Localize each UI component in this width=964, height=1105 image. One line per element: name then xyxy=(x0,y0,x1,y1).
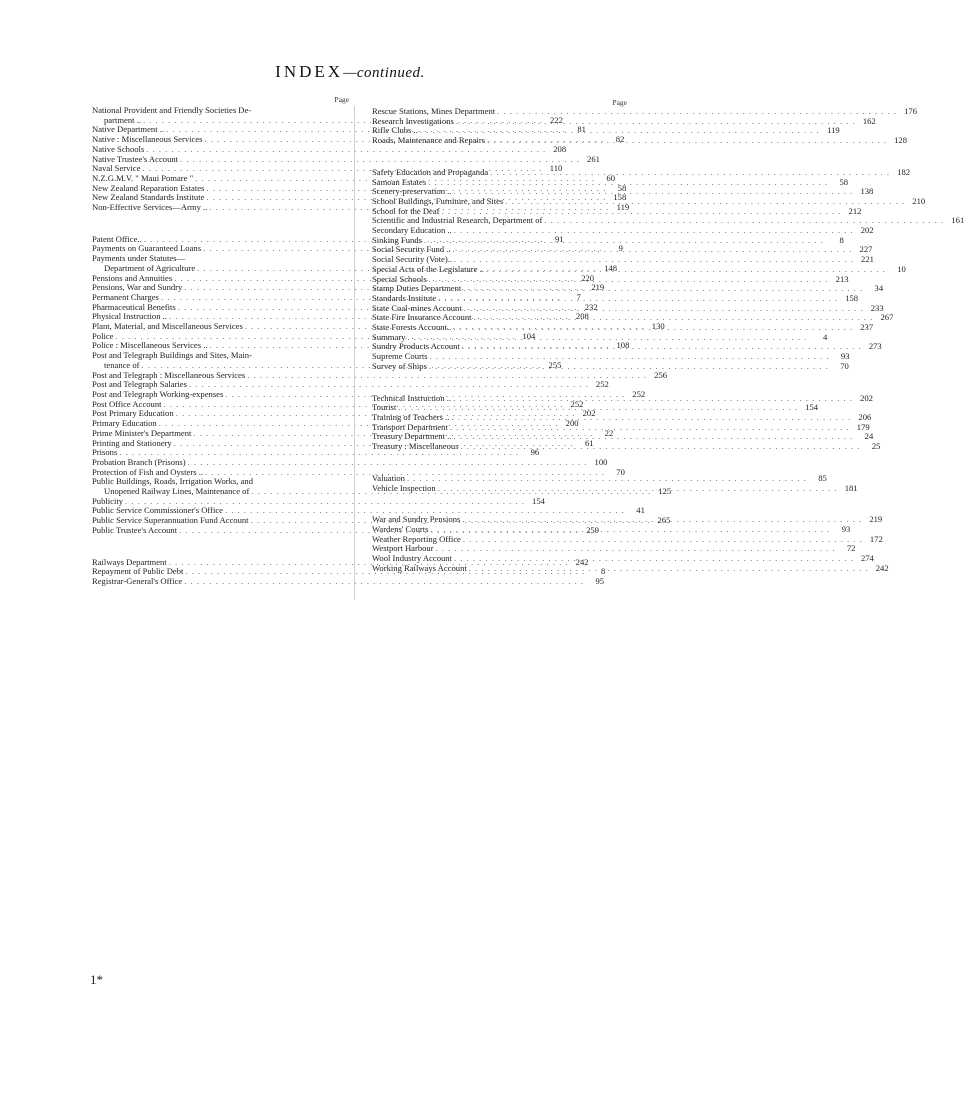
page-number: 161 xyxy=(951,215,964,226)
page-number: 256 xyxy=(654,369,668,380)
page-number: 93 xyxy=(841,523,851,534)
entry-label: Railways Department xyxy=(92,556,167,567)
page-number: 210 xyxy=(912,195,926,206)
page-number: 25 xyxy=(871,441,881,452)
page-number: 242 xyxy=(575,556,589,567)
entry-row xyxy=(372,441,881,452)
entry-label: Samoan Estates xyxy=(372,176,427,187)
page-number: 119 xyxy=(827,125,840,136)
page-number: 206 xyxy=(858,411,872,422)
entry-label: National Provident and Friendly Societies De- xyxy=(92,105,252,115)
page-number: 96 xyxy=(530,447,540,458)
page-number: 252 xyxy=(632,388,646,399)
page-number: 221 xyxy=(861,254,874,265)
page-number: 138 xyxy=(860,186,874,197)
page-number: 274 xyxy=(860,553,874,564)
entry-label: Transport Department xyxy=(372,421,448,432)
page-number: 7 xyxy=(576,291,581,302)
entry-label: Pharmaceutical Benefits xyxy=(92,301,176,312)
page-number: 200 xyxy=(565,418,579,429)
page-number: 41 xyxy=(636,505,645,516)
title-suffix: —continued. xyxy=(343,65,425,81)
page-number: 261 xyxy=(587,153,600,164)
entry-label: Vehicle Inspection xyxy=(372,482,436,493)
page-title xyxy=(0,62,700,82)
entry-label: Public Trustee's Account xyxy=(92,524,178,535)
entry-label: Working Railways Account xyxy=(372,562,467,573)
index-entry xyxy=(92,575,605,587)
entry-label: Sundry Products Account xyxy=(372,341,460,352)
entry-label: Native : Miscellaneous Services xyxy=(92,134,203,145)
entry-label: State Coal-mines Account xyxy=(372,302,462,313)
entry-label: Technical Instruction .. xyxy=(372,392,452,403)
entry-label: Public Service Commissioner's Office xyxy=(92,505,223,516)
entry-label: Public Service Superannuation Fund Account xyxy=(92,515,249,526)
entry-label: Police : Miscellaneous Services .. xyxy=(92,340,208,351)
entry-label: Pensions and Annuities xyxy=(92,272,173,283)
leader-dots xyxy=(467,564,871,574)
entry-label: Post and Telegraph Salaries xyxy=(92,379,187,390)
entry-label: Weather Reporting Office xyxy=(372,533,461,544)
entry-label: Repayment of Public Debt xyxy=(92,566,184,577)
page-number: 219 xyxy=(591,282,605,293)
page-number: 148 xyxy=(604,262,618,273)
page-number: 130 xyxy=(651,321,665,332)
page-number: 4 xyxy=(822,331,828,342)
entry-label: Registrar-General's Office xyxy=(92,575,183,586)
entry-label: Non-Effective Services—Army .. xyxy=(92,202,208,213)
entry-label: Supreme Courts xyxy=(372,351,428,362)
page-column-header: Page xyxy=(334,95,349,104)
page-number: 158 xyxy=(845,292,859,303)
entry-label: Wardens' Courts xyxy=(372,523,429,534)
page-number: 82 xyxy=(615,134,625,145)
page-number: 70 xyxy=(840,360,849,371)
entry-label: Social Security (Vote).. xyxy=(372,254,453,265)
page-footer-mark: 1* xyxy=(90,972,103,987)
entry-label: Publicity xyxy=(92,495,124,506)
entry-row xyxy=(372,135,907,146)
page-number: 255 xyxy=(548,359,562,370)
page-number: 237 xyxy=(860,322,874,333)
page-number: 93 xyxy=(840,351,850,362)
page-number: 179 xyxy=(856,421,870,432)
entry-label: Patent Office.. xyxy=(92,233,142,244)
index-entry xyxy=(372,359,849,372)
page-number: 10 xyxy=(897,263,906,274)
entry-label: Training of Teachers .. xyxy=(372,411,450,422)
page-number: 8 xyxy=(839,234,844,245)
leader-dots xyxy=(436,484,840,494)
index-group xyxy=(372,106,918,146)
page-number: 202 xyxy=(860,392,873,403)
entry-label: New Zealand Standards Institute xyxy=(92,192,205,203)
entry-label: Safety Education and Propaganda xyxy=(372,166,489,177)
entry-label-continued: Unopened Railway Lines, Maintenance of xyxy=(104,486,250,497)
page-number: 58 xyxy=(617,182,627,193)
entry-label: Native Schools xyxy=(92,143,145,154)
page-number: 212 xyxy=(848,205,862,216)
entry-row xyxy=(372,359,849,372)
page-number: 100 xyxy=(594,456,608,467)
page-number: 202 xyxy=(582,408,596,419)
entry-label: Special Schools xyxy=(372,273,427,284)
entry-label: Naval Service xyxy=(92,163,141,174)
entry-label: Payments on Guaranteed Loans xyxy=(92,243,202,254)
entry-label-continued: partment .. xyxy=(104,114,141,125)
page-number: 213 xyxy=(835,273,849,284)
page-number: 119 xyxy=(616,202,630,213)
entry-label: Survey of Ships xyxy=(372,360,427,371)
page-number: 24 xyxy=(864,431,874,442)
leader-dots xyxy=(485,136,889,146)
index-entry xyxy=(372,562,889,574)
page-number: 208 xyxy=(575,311,589,322)
entry-label: Post and Telegraph Buildings and Sites, Main- xyxy=(92,350,252,361)
page-number: 9 xyxy=(618,243,623,254)
entry-label: Stamp Duties Department xyxy=(372,283,462,294)
index-entry xyxy=(372,135,907,146)
page-number: 252 xyxy=(595,379,609,390)
entry-label: Roads, Maintenance and Repairs xyxy=(372,135,486,146)
page-number: 219 xyxy=(869,514,883,525)
entry-label: Native Trustee's Account xyxy=(92,153,179,164)
entry-row xyxy=(92,575,605,587)
page-number: 162 xyxy=(862,115,876,126)
page-number: 61 xyxy=(585,437,594,448)
page-number: 85 xyxy=(818,472,827,483)
page-number: 70 xyxy=(616,466,625,477)
entry-label: State Fire Insurance Account xyxy=(372,312,472,323)
entry-label: State Forests Account.. xyxy=(372,322,452,333)
entry-label: Payments under Statutes— xyxy=(92,253,186,264)
entry-label: Special Acts of the Legislature .. xyxy=(372,263,484,274)
entry-label-continued: tenance of xyxy=(104,359,140,370)
title-main: INDEX xyxy=(275,62,344,81)
entry-label: New Zealand Reparation Estates xyxy=(92,182,205,193)
entry-label: War and Sundry Pensions xyxy=(372,514,461,525)
page-number: 158 xyxy=(613,192,627,203)
page-number: 242 xyxy=(875,562,889,573)
page-number: 34 xyxy=(874,283,884,294)
page-number: 154 xyxy=(805,402,819,413)
page-number: 81 xyxy=(577,124,586,135)
entry-label-continued: Department of Agriculture xyxy=(104,262,196,273)
page-number: 110 xyxy=(549,163,563,174)
entry-label: Protection of Fish and Oysters .. xyxy=(92,466,203,477)
entry-label: Secondary Education .. xyxy=(372,225,452,236)
page-number: 125 xyxy=(658,486,672,497)
entry-label: Plant, Material, and Miscellaneous Services xyxy=(92,321,243,332)
entry-label: Physical Instruction .. xyxy=(92,311,167,322)
page-number: 128 xyxy=(894,135,907,146)
entry-label: Pensions, War and Sundry xyxy=(92,282,183,293)
page-number: 108 xyxy=(616,340,630,351)
page-number: 72 xyxy=(846,543,856,554)
index-entry xyxy=(372,441,881,452)
page-number: 181 xyxy=(844,482,858,493)
page-number: 259 xyxy=(586,524,599,535)
page-column-header: Page xyxy=(612,98,627,107)
page-number: 8 xyxy=(600,566,606,577)
entry-label: Prime Minister's Department xyxy=(92,427,192,438)
page-number: 60 xyxy=(606,172,616,183)
entry-label: Post Office Account xyxy=(92,398,162,409)
entry-label: N.Z.G.M.V. " Maui Pomare " xyxy=(92,172,194,183)
page-number: 91 xyxy=(554,233,564,244)
page-number: 265 xyxy=(657,515,671,526)
entry-label: Printing and Stationery xyxy=(92,437,172,448)
page-number: 208 xyxy=(553,143,567,154)
entry-label: Wool Industry Account xyxy=(372,553,452,564)
entry-label: Scenery-preservation .. xyxy=(372,186,452,197)
entry-label: Rifle Clubs .. xyxy=(372,125,418,136)
page-number: 22 xyxy=(604,427,614,438)
entry-label: Tourist xyxy=(372,402,397,413)
entry-label: Westport Harbour xyxy=(372,543,434,554)
page-number: 172 xyxy=(869,533,883,544)
entry-label: Social Security Fund .. xyxy=(372,244,451,255)
entry-label: Probation Branch (Prisons) xyxy=(92,456,186,467)
entry-label: Rescue Stations, Mines Department xyxy=(372,106,496,116)
entry-label: Scientific and Industrial Research, Department of xyxy=(372,215,543,226)
entry-label: Permanent Charges xyxy=(92,291,159,302)
page-number: 154 xyxy=(532,495,545,506)
entry-row xyxy=(372,562,889,574)
entry-label: Post and Telegraph : Miscellaneous Services xyxy=(92,369,246,380)
page-number: 273 xyxy=(868,341,882,352)
page-number: 95 xyxy=(595,575,605,586)
entry-label: Sinking Funds xyxy=(372,234,422,245)
entry-label: Prisons xyxy=(92,447,118,458)
leader-dots xyxy=(459,442,863,452)
entry-label: Post and Telegraph Working-expenses xyxy=(92,388,224,399)
entry-label: Treasury Department .. xyxy=(372,431,452,442)
page-number: 58 xyxy=(839,176,849,187)
page-number: 220 xyxy=(581,272,595,283)
entry-label: Primary Education xyxy=(92,418,157,429)
entry-label: Treasury : Miscellaneous xyxy=(372,441,459,452)
page-number: 202 xyxy=(860,225,874,236)
page-number: 104 xyxy=(522,330,536,341)
page-number: 222 xyxy=(549,114,563,125)
entry-label: Post Primary Education xyxy=(92,408,174,419)
page-number: 233 xyxy=(870,302,884,313)
entry-label: Summary xyxy=(372,331,406,342)
leader-dots xyxy=(427,359,831,372)
entry-label: Research Investigations xyxy=(372,115,454,126)
entry-label: Native Department .. xyxy=(92,124,165,135)
page-number: 182 xyxy=(897,166,911,177)
entry-label: Public Buildings, Roads, Irrigation Works, and xyxy=(92,476,253,487)
page-number: 252 xyxy=(570,398,584,409)
entry-label: School Buildings, Furniture, and Sites xyxy=(372,195,504,206)
page-number: 232 xyxy=(584,301,598,312)
page-number: 227 xyxy=(859,244,873,255)
page-number: 176 xyxy=(904,106,918,116)
entry-label: Standards Institute xyxy=(372,292,437,303)
entry-label: School for the Deaf xyxy=(372,205,440,216)
entry-label: Police xyxy=(92,330,114,341)
page-number: 267 xyxy=(880,312,894,323)
entry-label: Valuation xyxy=(372,472,405,483)
